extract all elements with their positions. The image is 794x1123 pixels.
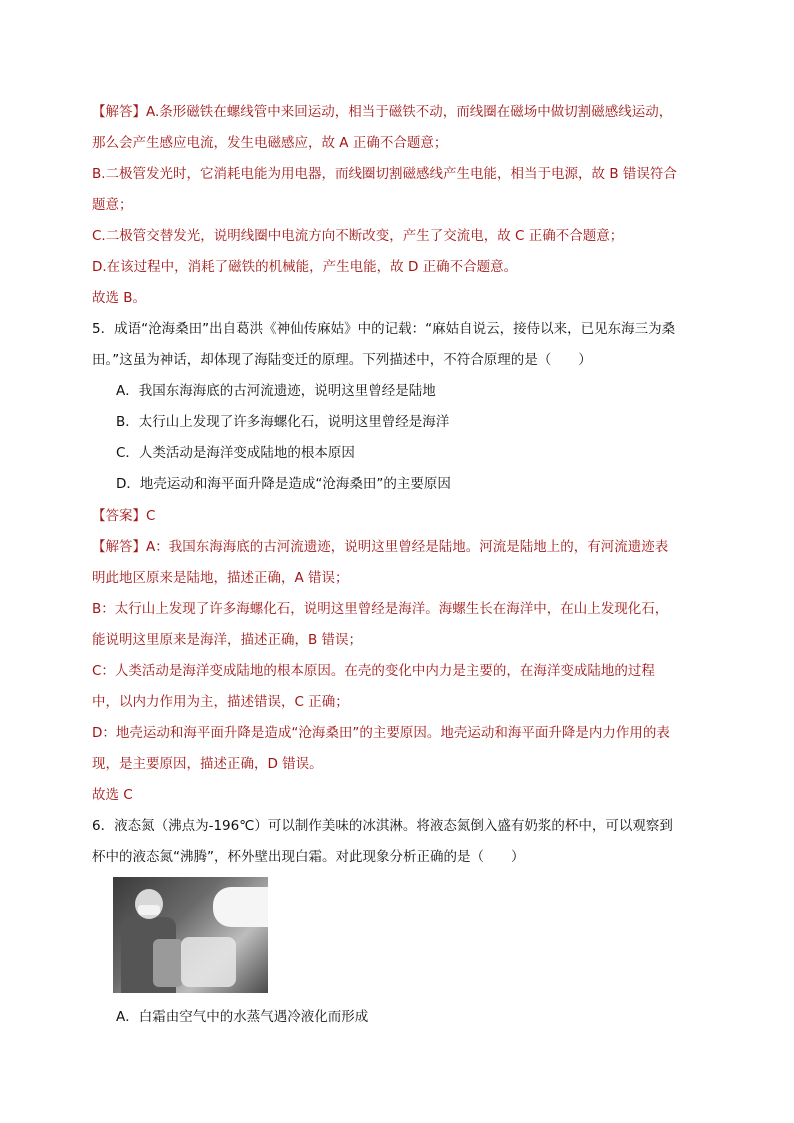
answer-label: 【答案】C [92,508,156,524]
option-c: C．人类活动是海洋变成陆地的根本原因 [116,445,355,461]
photo-machine [213,887,268,927]
explanation-line: 明此地区原来是陆地，描述正确，A 错误； [92,570,349,586]
option-d: D．地壳运动和海平面升降是造成“沧海桑田”的主要原因 [116,476,451,492]
explanation-line: C.二极管交替发光，说明线圈中电流方向不断改变，产生了交流电，故 C 正确不合题意； [92,228,624,244]
option-a: A．我国东海海底的古河流遗迹，说明这里曾经是陆地 [116,383,436,399]
photo-cup [181,937,236,987]
explanation-line: 那么会产生感应电流，发生电磁感应，故 A 正确不合题意； [92,135,448,151]
photo-nitrogen-tank [153,939,183,987]
explanation-line: 【解答】A：我国东海海底的古河流遗迹，说明这里曾经是陆地。河流是陆地上的，有河流遗迹表 [92,539,669,555]
explanation-line: 中，以内力作用为主，描述错误，C 正确； [92,694,349,710]
choice-line: 故选 B。 [92,290,147,306]
explanation-line: 题意； [92,197,133,213]
explanation-line: B：太行山上发现了许多海螺化石，说明这里曾经是海洋。海螺生长在海洋中，在山上发现化石， [92,601,669,617]
question-stem: 杯中的液态氮“沸腾”，杯外壁出现白霜。对此现象分析正确的是（ ） [92,849,525,865]
question-stem: 5．成语“沧海桑田”出自葛洪《神仙传麻姑》中的记载：“麻姑自说云，接侍以来，已见东海三为桑 [92,321,676,337]
photo-person-mask [138,905,160,915]
explanation-line: 现，是主要原因，描述正确，D 错误。 [92,756,323,772]
explanation-line: B.二极管发光时，它消耗电能为用电器，而线圈切割磁感线产生电能，相当于电源，故 B 错误符合 [92,166,677,182]
explanation-line: 【解答】A.条形磁铁在螺线管中来回运动，相当于磁铁不动，而线圈在磁场中做切割磁感线运动， [92,104,673,120]
explanation-line: 能说明这里原来是海洋，描述正确，B 错误； [92,632,363,648]
explanation-line: C：人类活动是海洋变成陆地的根本原因。在壳的变化中内力是主要的，在海洋变成陆地的过程 [92,663,655,679]
option-b: B．太行山上发现了许多海螺化石，说明这里曾经是海洋 [116,414,450,430]
question-stem: 田。”这虽为神话，却体现了海陆变迁的原理。下列描述中，不符合原理的是（ ） [92,352,592,368]
liquid-nitrogen-ice-cream-photo [113,877,268,993]
choice-line: 故选 C [92,787,133,803]
explanation-line: D：地壳运动和海平面升降是造成“沧海桑田”的主要原因。地壳运动和海平面升降是内力作用的表 [92,725,670,741]
explanation-line: D.在该过程中，消耗了磁铁的机械能，产生电能，故 D 正确不合题意。 [92,259,518,275]
option-a: A．白霜由空气中的水蒸气遇冷液化而形成 [116,1009,369,1025]
question-stem: 6．液态氮（沸点为-196℃）可以制作美味的冰淇淋。将液态氮倒入盛有奶浆的杯中，可以观察到 [92,818,673,834]
